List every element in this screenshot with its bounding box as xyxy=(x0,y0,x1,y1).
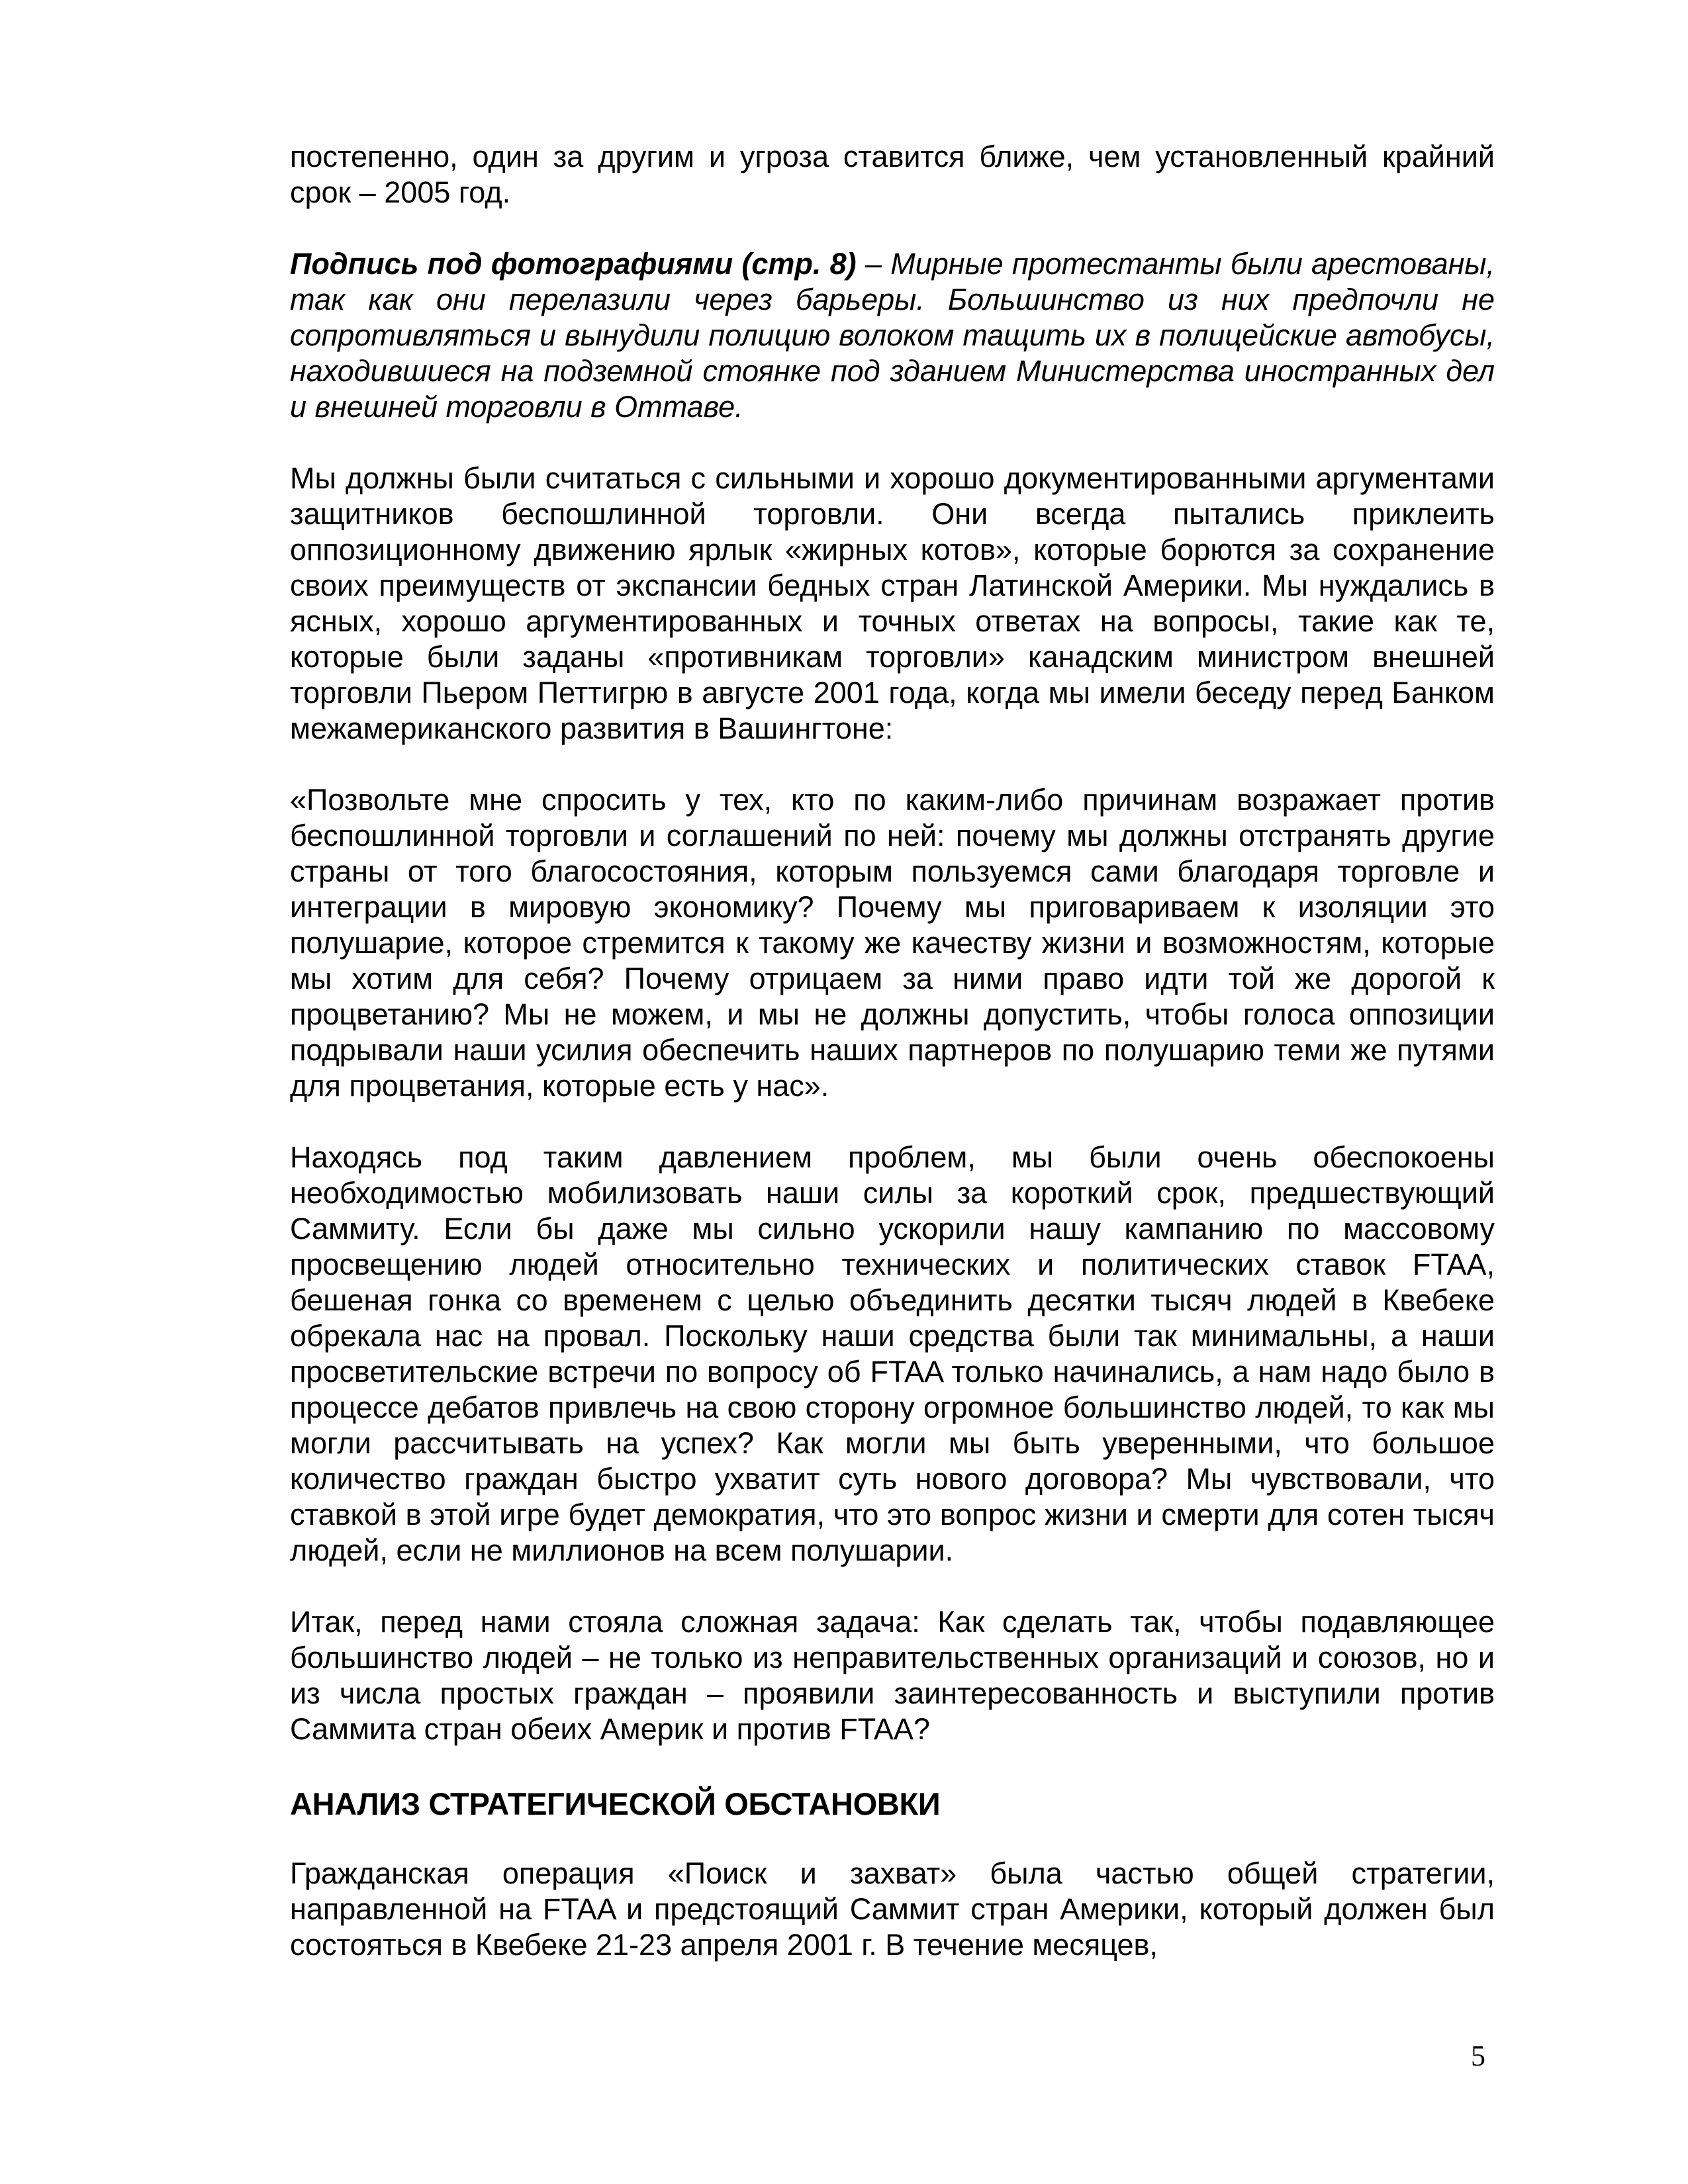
paragraph-task: Итак, перед нами стояла сложная задача: Как сделать так, чтобы подавляющее большинство людей – не только из неправительственных организаций и союзов, но и из числа простых граждан – проявили заинтересованность и выступили против Саммита стран обеих Америк и против FTAA? xyxy=(290,1605,1495,1746)
photo-caption xyxy=(290,246,1495,425)
page-number: 5 xyxy=(1471,2040,1485,2072)
paragraph-quote: «Позвольте мне спросить у тех, кто по каким-либо причинам возражает против беспошлинной торговли и соглашений по ней: почему мы должны отстранять другие страны от того благосостояния, которым пользуемся сами благодаря торговле и интеграции в мировую экономику? Почему мы приговариваем к изоляции это полушарие, которое стремится к такому же качеству жизни и возможностям, которые мы хотим для себя? Почему отрицаем за ними право идти той же дорогой к процветанию? Мы не можем, и мы не должны допустить, чтобы голоса оппозиции подрывали наши усилия обеспечить наших партнеров по полушарию теми же путями для процветания, которые есть у нас». xyxy=(290,783,1495,1103)
paragraph-operation: Гражданская операция «Поиск и захват» была частью общей стратегии, направленной на FTAA и предстоящий Саммит стран Америки, который должен был состояться в Квебеке 21-23 апреля 2001 г. В течение месяцев, xyxy=(290,1856,1495,1962)
paragraph-pressure: Находясь под таким давлением проблем, мы были очень обеспокоены необходимостью мобилизовать наши силы за короткий срок, предшествующий Саммиту. Если бы даже мы сильно ускорили нашу кампанию по массовому просвещению людей относительно технических и политических ставок FTAA, бешеная гонка со временем с целью объединить десятки тысяч людей в Квебеке обрекала нас на провал. Поскольку наши средства были так минимальны, а наши просветительские встречи по вопросу об FTAA только начинались, а нам надо было в процессе дебатов привлечь на свою сторону огромное большинство людей, то как мы могли рассчитывать на успех? Как могли мы быть уверенными, что большое количество граждан быстро ухватит суть нового договора? Мы чувствовали, что ставкой в этой игре будет демократия, что это вопрос жизни и смерти для сотен тысяч людей, если не миллионов на всем полушарии. xyxy=(290,1140,1495,1567)
photo-caption-text: – Мирные протестанты были арестованы, так как они перелазили через барьеры. Большинство из них предпочли не сопротивляться и вынудили полицию волоком тащить их в полицейские автобусы, находившиеся на подземной стоянке под зданием Министерства иностранных дел и внешней торговли в Оттаве. xyxy=(290,247,1495,424)
paragraph-arguments: Мы должны были считаться с сильными и хорошо документированными аргументами защитников беспошлинной торговли. Они всегда пытались приклеить оппозиционному движению ярлык «жирных котов», которые борются за сохранение своих преимуществ от экспансии бедных стран Латинской Америки. Мы нуждались в ясных, хорошо аргументированных и точных ответах на вопросы, такие как те, которые были заданы «противникам торговли» канадским министром внешней торговли Пьером Петтигрю в августе 2001 года, когда мы имели беседу перед Банком межамериканского развития в Вашингтоне: xyxy=(290,461,1495,745)
photo-caption-lead: Подпись под фотографиями (стр. 8) xyxy=(290,247,857,281)
text-column xyxy=(290,139,1495,1999)
paragraph-intro: постепенно, один за другим и угроза ставится ближе, чем установленный крайний срок – 2005 год. xyxy=(290,140,1495,209)
section-heading: АНАЛИЗ СТРАТЕГИЧЕСКОЙ ОБСТАНОВКИ xyxy=(290,1786,941,1821)
